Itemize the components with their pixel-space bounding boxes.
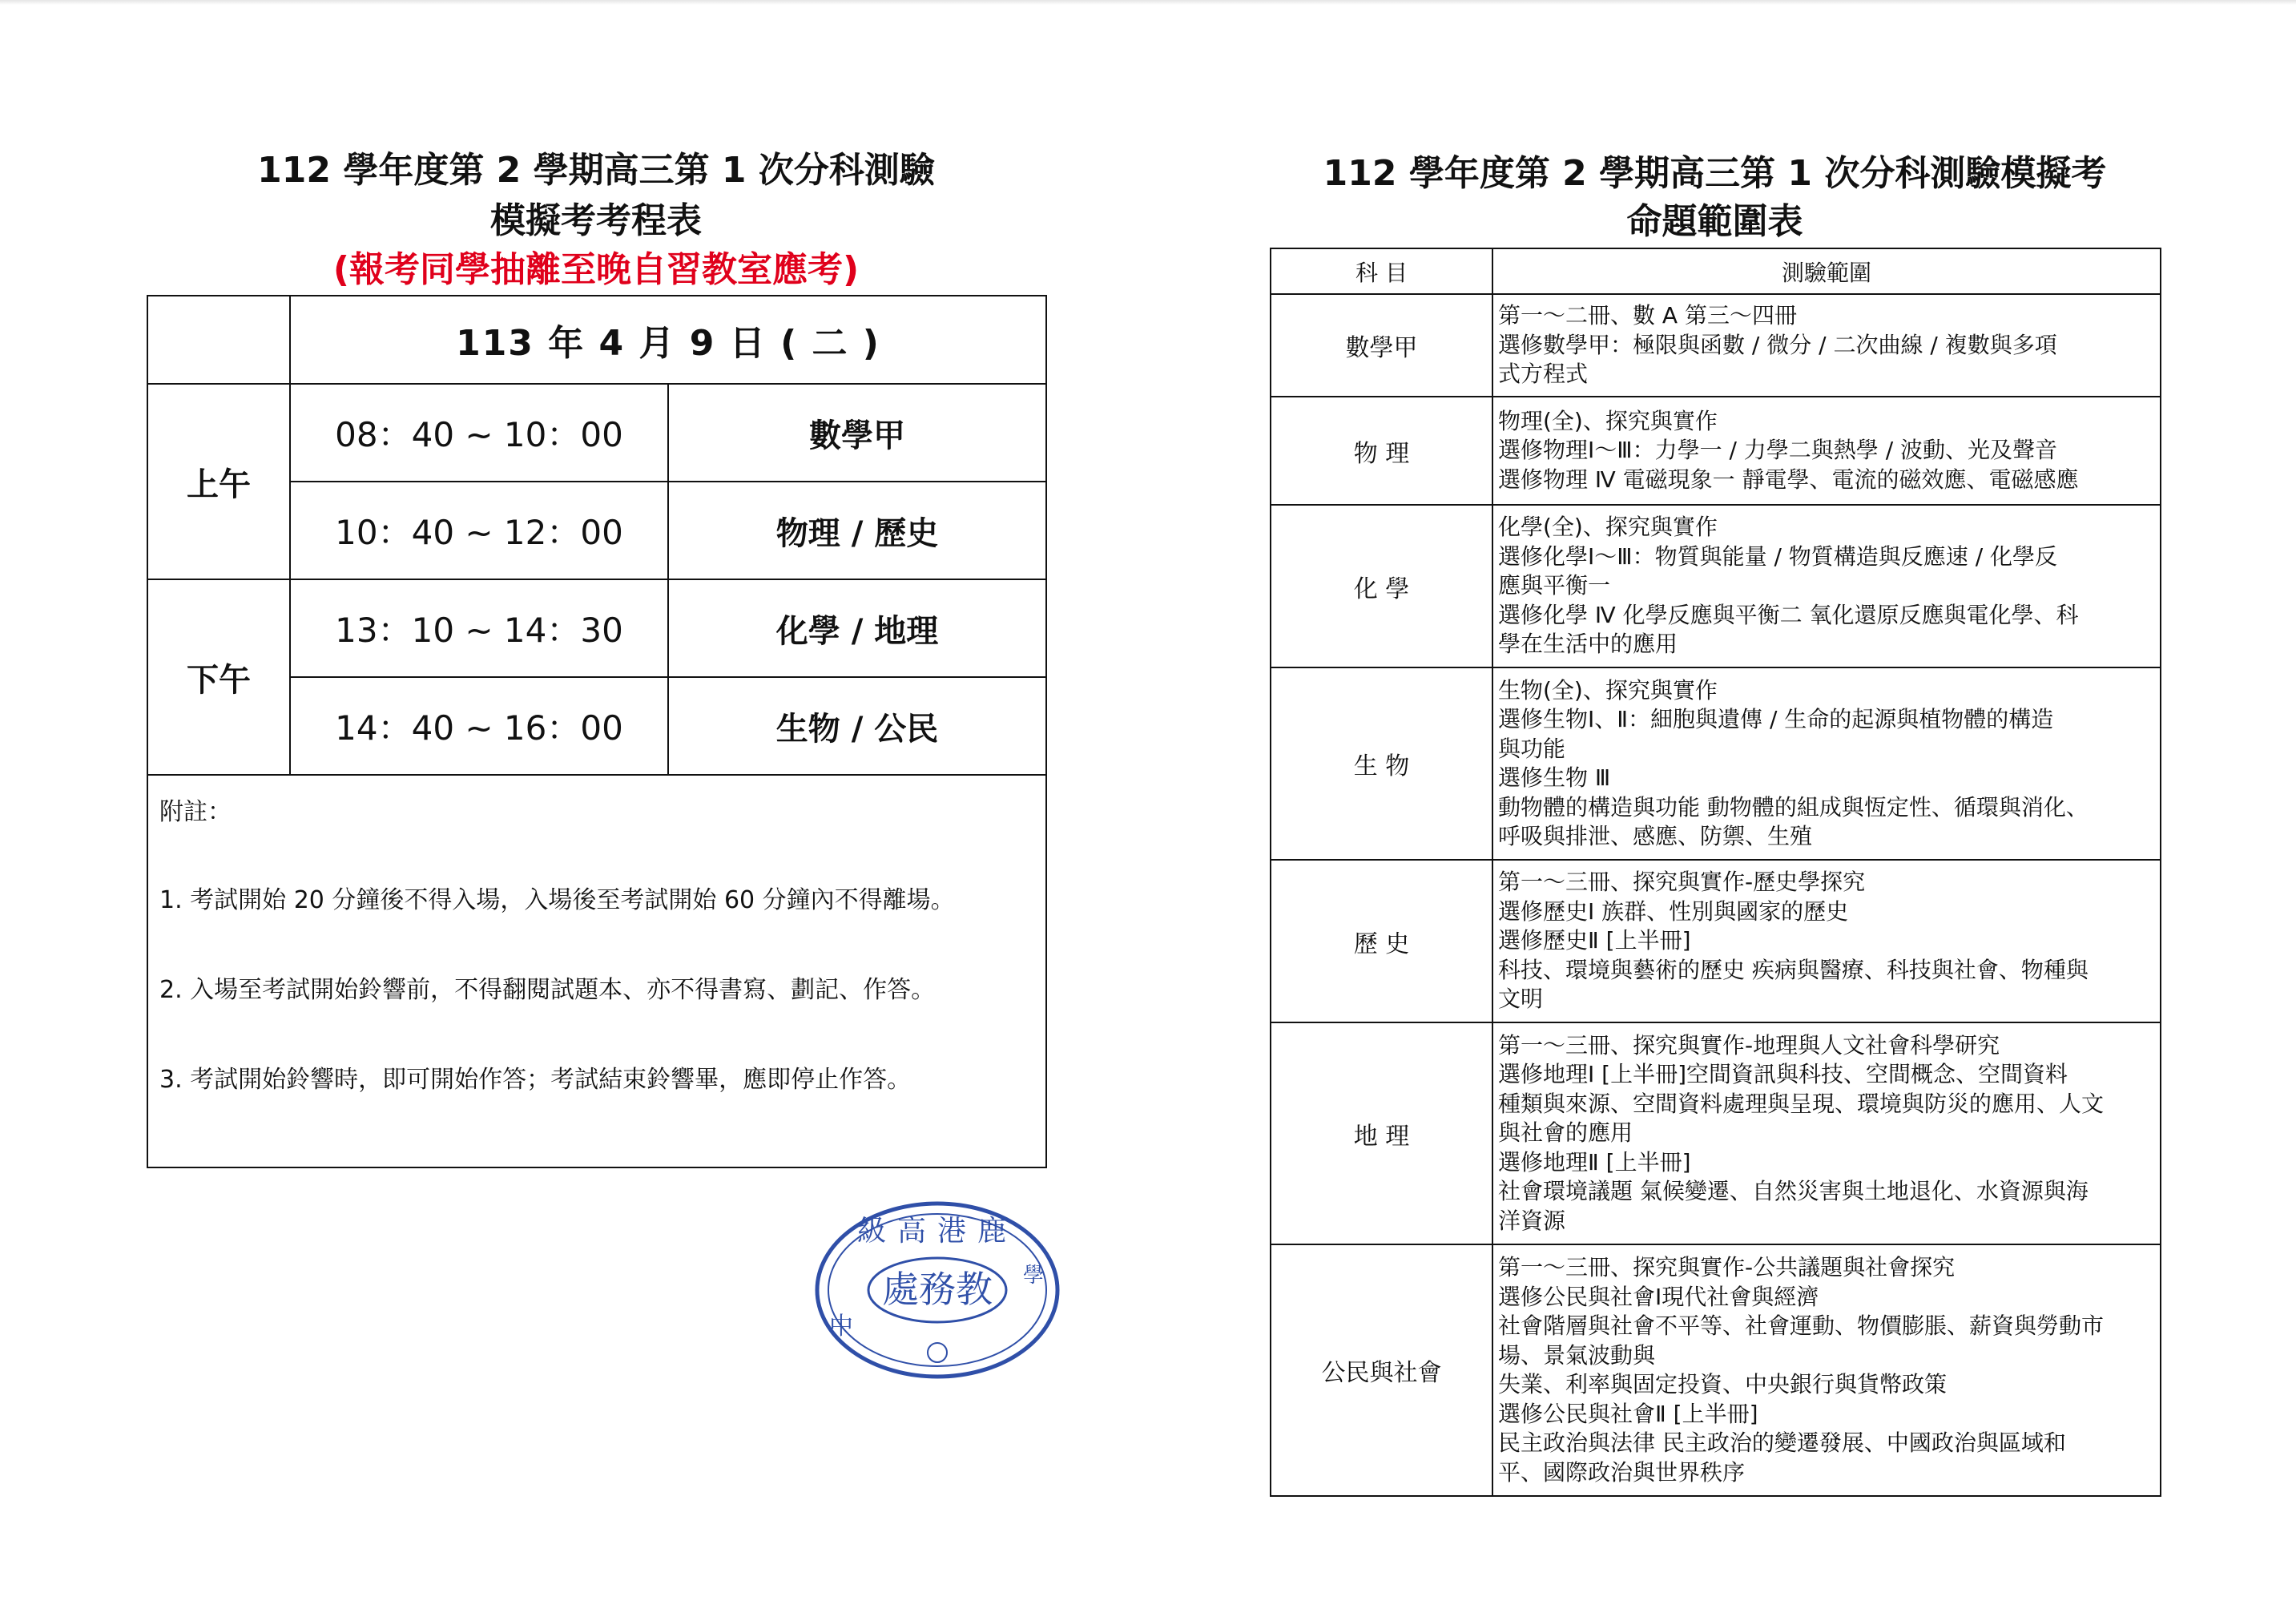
slot-time: 14：40 ~ 16：00 — [290, 677, 668, 775]
seal-right-text: 學 — [1022, 1264, 1045, 1288]
seal-center-text: 處務教 — [882, 1268, 993, 1311]
range-cell: 第一～三冊、探究與實作-歷史學探究 選修歷史Ⅰ 族群、性別與國家的歷史 選修歷史Ⅱ [上半冊] 科技、環境與藝術的歷史 疾病與醫療、科技與社會、物種與 文明 — [1492, 860, 2161, 1022]
table-row — [1271, 397, 2161, 505]
table-row — [147, 579, 1046, 677]
schedule-title-note: (報考同學抽離至晚自習教室應考) — [332, 249, 860, 290]
scan-edge — [0, 0, 2296, 5]
notes-cell — [147, 775, 1046, 1167]
subject-cell: 化 學 — [1271, 505, 1492, 667]
table-row — [1271, 667, 2161, 860]
corner-cell — [147, 296, 290, 384]
note-item: 2. 入場至考試開始鈴響前，不得翻閱試題本、亦不得書寫、劃記、作答。 — [159, 976, 936, 1004]
period-label-afternoon: 下午 — [147, 579, 290, 775]
slot-subject: 物理 / 歷史 — [668, 482, 1046, 579]
seal-emblem-icon — [928, 1343, 947, 1362]
scope-title-line1: 112 學年度第 2 學期高三第 1 次分科測驗模擬考 — [1323, 153, 2107, 194]
schedule-title-line2: 模擬考考程表 — [490, 200, 702, 241]
col-header-range: 測驗範圍 — [1492, 248, 2161, 294]
schedule-title-line1: 112 學年度第 2 學期高三第 1 次分科測驗 — [257, 150, 935, 191]
slot-time: 10：40 ~ 12：00 — [290, 482, 668, 579]
period-label-morning: 上午 — [147, 384, 290, 579]
slot-time: 08：40 ~ 10：00 — [290, 384, 668, 482]
range-cell: 第一～三冊、探究與實作-地理與人文社會科學研究 選修地理Ⅰ [上半冊]空間資訊與科技、空間概念、空間資料 種類與來源、空間資料處理與呈現、環境與防災的應用、人文 與社會的應用 選修地理Ⅱ [上半冊] 社會環境議題 氣候變遷、自然災害與土地退化、水資源與海 洋資源 — [1492, 1022, 2161, 1244]
subject-cell: 物 理 — [1271, 397, 1492, 505]
subject-cell: 歷 史 — [1271, 860, 1492, 1022]
note-item: 1. 考試開始 20 分鐘後不得入場，入場後至考試開始 60 分鐘內不得離場。 — [159, 886, 955, 914]
range-cell: 化學(全)、探究與實作 選修化學Ⅰ～Ⅲ：物質與能量 / 物質構造與反應速 / 化學反 應與平衡一 選修化學 Ⅳ 化學反應與平衡二 氧化還原反應與電化學、科 學在生活中的應用 — [1492, 505, 2161, 667]
subject-cell: 生 物 — [1271, 667, 1492, 860]
subject-cell: 地 理 — [1271, 1022, 1492, 1244]
slot-subject: 生物 / 公民 — [668, 677, 1046, 775]
exam-date: 113 年 4 月 9 日 ( 二 ) — [290, 296, 1046, 384]
range-cell: 生物(全)、探究與實作 選修生物Ⅰ、Ⅱ：細胞與遺傳 / 生命的起源與植物體的構造 與功能 選修生物 Ⅲ 動物體的構造與功能 動物體的組成與恆定性、循環與消化、 呼吸與排泄、感應、防禦、生殖 — [1492, 667, 2161, 860]
slot-subject: 化學 / 地理 — [668, 579, 1046, 677]
table-row — [1271, 505, 2161, 667]
range-cell: 第一～二冊、數 A 第三～四冊 選修數學甲：極限與函數 / 微分 / 二次曲線 / 複數與多項 式方程式 — [1492, 294, 2161, 397]
scope-title-line2: 命題範圍表 — [1626, 201, 1803, 242]
range-cell: 第一～三冊、探究與實作-公共議題與社會探究 選修公民與社會Ⅰ現代社會與經濟 社會階層與社會不平等、社會運動、物價膨脹、薪資與勞動市 場、景氣波動與 失業、利率與固定投資、中央銀行與貨幣政策 選修公民與社會Ⅱ [上半冊] 民主政治與法律 民主政治的變遷發展、中國政治與區域和 平、國際政治與世界秩序 — [1492, 1244, 2161, 1496]
slot-subject: 數學甲 — [668, 384, 1046, 482]
table-row — [1271, 1022, 2161, 1244]
subject-cell: 數學甲 — [1271, 294, 1492, 397]
table-row — [1271, 294, 2161, 397]
subject-cell: 公民與社會 — [1271, 1244, 1492, 1496]
notes-title: 附註： — [159, 798, 232, 826]
col-header-subject: 科 目 — [1271, 248, 1492, 294]
table-row — [1271, 1244, 2161, 1496]
scope-header-row — [1271, 248, 2161, 294]
seal-arc-text: 級高港鹿 — [856, 1215, 1018, 1248]
table-row — [147, 384, 1046, 482]
slot-time: 13：10 ~ 14：30 — [290, 579, 668, 677]
table-row — [1271, 860, 2161, 1022]
seal-bottom-text: 中 — [829, 1313, 853, 1341]
scope-table — [1270, 248, 2161, 1497]
range-cell: 物理(全)、探究與實作 選修物理Ⅰ～Ⅲ：力學一 / 力學二與熱學 / 波動、光及聲音 選修物理 Ⅳ 電磁現象一 靜電學、電流的磁效應、電磁感應 — [1492, 397, 2161, 505]
note-item: 3. 考試開始鈴響時，即可開始作答；考試結束鈴響畢，應即停止作答。 — [159, 1066, 912, 1094]
schedule-table — [147, 295, 1047, 1168]
academic-affairs-seal — [809, 1194, 1065, 1386]
